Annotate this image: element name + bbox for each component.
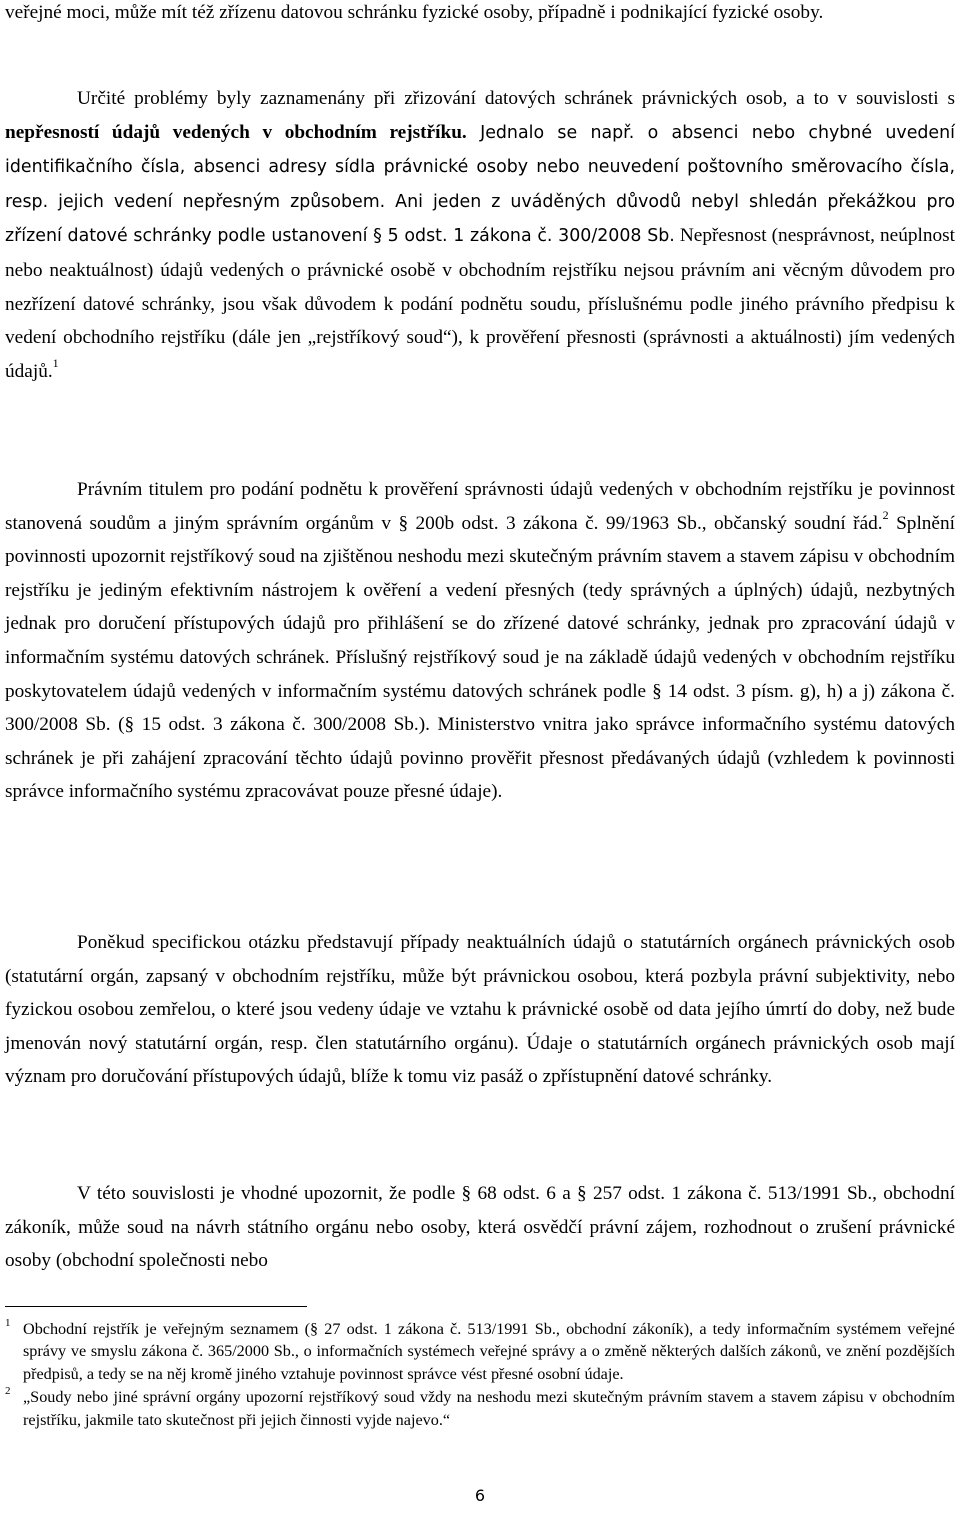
paragraph-3-text-a: Právním titulem pro podání podnětu k prověření správnosti údajů vedených v obchodním rejstříku je povinnost stanovená soudům a jiným správním orgánům v § 200b odst. 3 zákona č. 99/1963 Sb., občanský soudní řád. [5,479,955,534]
paragraph-3-text-b: Splnění povinnosti upozornit rejstříkový soud na zjištěnou neshodu mezi skutečným právním stavem a stavem zápisu v obchodním rejstříku je jediným efektivním nástrojem k ověření a vedení přesných (tedy správných a úplných) údajů, nezbytných jednak pro doručení přístupových údajů pro přihlášení se do zřízené datové schránky, jednak pro zpracování údajů v informačním systému datových schránek. Příslušný rejstříkový soud je na základě údajů vedených v obchodním rejstříku poskytovatelem údajů vedených v informačním systému datových schránek podle § 14 odst. 3 písm. g), h) a j) zákona č. 300/2008 Sb. (§ 15 odst. 3 zákona č. 300/2008 Sb.). Ministerstvo vnitra jako správce informačního systému datových schránek je při zahájení zpracování těchto údajů povinno prověřit přesnost předávaných údajů (vzhledem k povinnosti správce informačního systému zpracovávat pouze přesné údaje). [5,512,955,803]
footnote-1 [5,1318,955,1385]
paragraph-2-text-a: Určité problémy byly zaznamenány při zřizování datových schránek právnických osob, a to v souvislosti s [77,88,955,109]
footnote-separator [5,1306,307,1307]
page-number: 6 [474,1486,486,1505]
paragraph-2 [5,82,955,388]
paragraph-4: Poněkud specifickou otázku představují případy neaktuálních údajů o statutárních orgánech právnických osob (statutární orgán, zapsaný v obchodním rejstříku, může být právnickou osobou, která pozbyla právní subjektivity, nebo fyzickou osobou zemřelou, o které jsou vedeny údaje ve vztahu k právnické osobě od data jejího úmrtí do doby, než bude jmenován nový statutární orgán, resp. člen statutárního orgánu). Údaje o statutárních orgánech právnických osob mají význam pro doručování přístupových údajů, blíže k tomu viz pasáž o zpřístupnění datové schránky. [5,932,955,1088]
paragraph-2-text-d: Nepřesnost (nesprávnost, neúplnost nebo neaktuálnost) údajů vedených o právnické osobě v obchodním rejstříku nejsou právním ani věcným důvodem pro nezřízení datové schránky, jsou však důvodem k podání podnětu soudu, příslušnému podle jiného právního předpisu k vedení obchodního rejstříku (dále jen „rejstříkový soud“), k prověření přesnosti (správnosti a aktuálnosti) jím vedených údajů. [5,225,955,382]
paragraph-5: V této souvislosti je vhodné upozornit, že podle § 68 odst. 6 a § 257 odst. 1 zákona č. 513/1991 Sb., obchodní zákoník, může soud na návrh státního orgánu nebo osoby, která osvědčí právní zájem, rozhodnout o zrušení právnické osoby (obchodní společnosti nebo [5,1183,955,1272]
paragraph-1: veřejné moci, může mít též zřízenu datovou schránku fyzické osoby, případně i podnikající fyzické osoby. [5,2,824,23]
footnote-text: Obchodní rejstřík je veřejným seznamem (§ 27 odst. 1 zákona č. 513/1991 Sb., obchodní zákoník), a tedy informačním systémem veřejné správy ve smyslu zákona č. 365/2000 Sb., o informačních systémech veřejné správy a o změně některých dalších zákonů, ve znění pozdějších předpisů, a tedy se na něj kromě jiného vztahuje povinnost správce vést přesné osobní údaje. [23,1320,955,1383]
footnotes [5,1318,955,1432]
footnote-ref-1[interactable]: 1 [52,356,59,371]
footnote-2 [5,1386,955,1431]
footnote-number: 2 [5,1385,11,1398]
footnote-ref-2[interactable]: 2 [882,508,889,523]
paragraph-3 [5,473,955,809]
footnote-text: „Soudy nebo jiné správní orgány upozorní rejstříkový soud vždy na neshodu mezi skutečným právním stavem a stavem zápisu v obchodním rejstříku, jakmile tato skutečnost při jejich činnosti vyjde najevo.“ [23,1388,955,1429]
footnote-number: 1 [5,1317,11,1329]
paragraph-2-sans-text: Jednalo se např. o absenci nebo chybné uvedení identifikačního čísla, absenci adresy sídla právnické osoby nebo neuvedení poštovního směrovacího čísla, resp. jejich vedení nepřesným způsobem. Ani jeden z uváděných důvodů nebyl shledán překážkou pro zřízení datové schránky podle ustanovení § 5 odst. 1 zákona č. 300/2008 Sb. [5,122,955,247]
paragraph-2-bold-text: nepřesností údajů vedených v obchodním rejstříku. [5,121,467,143]
